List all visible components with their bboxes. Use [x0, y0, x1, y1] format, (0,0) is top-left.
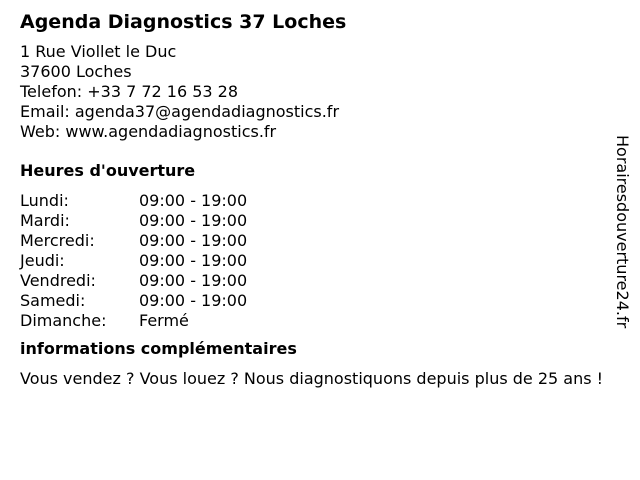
- day-hours: 09:00 - 19:00: [139, 271, 248, 290]
- phone-number: Telefon: +33 7 72 16 53 28: [20, 82, 239, 101]
- day-hours: 09:00 - 19:00: [139, 291, 248, 310]
- day-label: Lundi:: [20, 191, 69, 210]
- day-label: Mercredi:: [20, 231, 95, 250]
- day-label: Mardi:: [20, 211, 70, 230]
- info-text: Vous vendez ? Vous louez ? Nous diagnostiquons depuis plus de 25 ans !: [20, 369, 604, 388]
- day-label: Dimanche:: [20, 311, 107, 330]
- site-watermark-label: Horairesdouverture24.fr: [613, 135, 632, 329]
- day-hours: 09:00 - 19:00: [139, 211, 248, 230]
- street-address: 1 Rue Viollet le Duc: [20, 42, 177, 61]
- hours-row-vendredi: [20, 271, 630, 291]
- day-hours: 09:00 - 19:00: [139, 191, 248, 210]
- hours-table: [20, 191, 630, 331]
- day-hours: 09:00 - 19:00: [139, 231, 248, 250]
- city-postcode: 37600 Loches: [20, 62, 132, 81]
- day-label: Jeudi:: [20, 251, 65, 270]
- hours-row-dimanche: [20, 311, 630, 331]
- info-heading: informations complémentaires: [20, 339, 297, 358]
- hours-heading: Heures d'ouverture: [20, 161, 196, 180]
- business-name: Agenda Diagnostics 37 Loches: [20, 11, 347, 33]
- contact-block: [20, 42, 630, 142]
- day-hours: 09:00 - 19:00: [139, 251, 248, 270]
- website-link[interactable]: Web: www.agendadiagnostics.fr: [20, 122, 277, 141]
- email-address: Email: agenda37@agendadiagnostics.fr: [20, 102, 340, 121]
- day-label: Samedi:: [20, 291, 86, 310]
- hours-row-samedi: [20, 291, 630, 311]
- business-card: [20, 10, 630, 389]
- day-hours: Fermé: [139, 311, 189, 330]
- hours-row-jeudi: [20, 251, 630, 271]
- hours-row-lundi: [20, 191, 630, 211]
- day-label: Vendredi:: [20, 271, 96, 290]
- hours-row-mercredi: [20, 231, 630, 251]
- hours-row-mardi: [20, 211, 630, 231]
